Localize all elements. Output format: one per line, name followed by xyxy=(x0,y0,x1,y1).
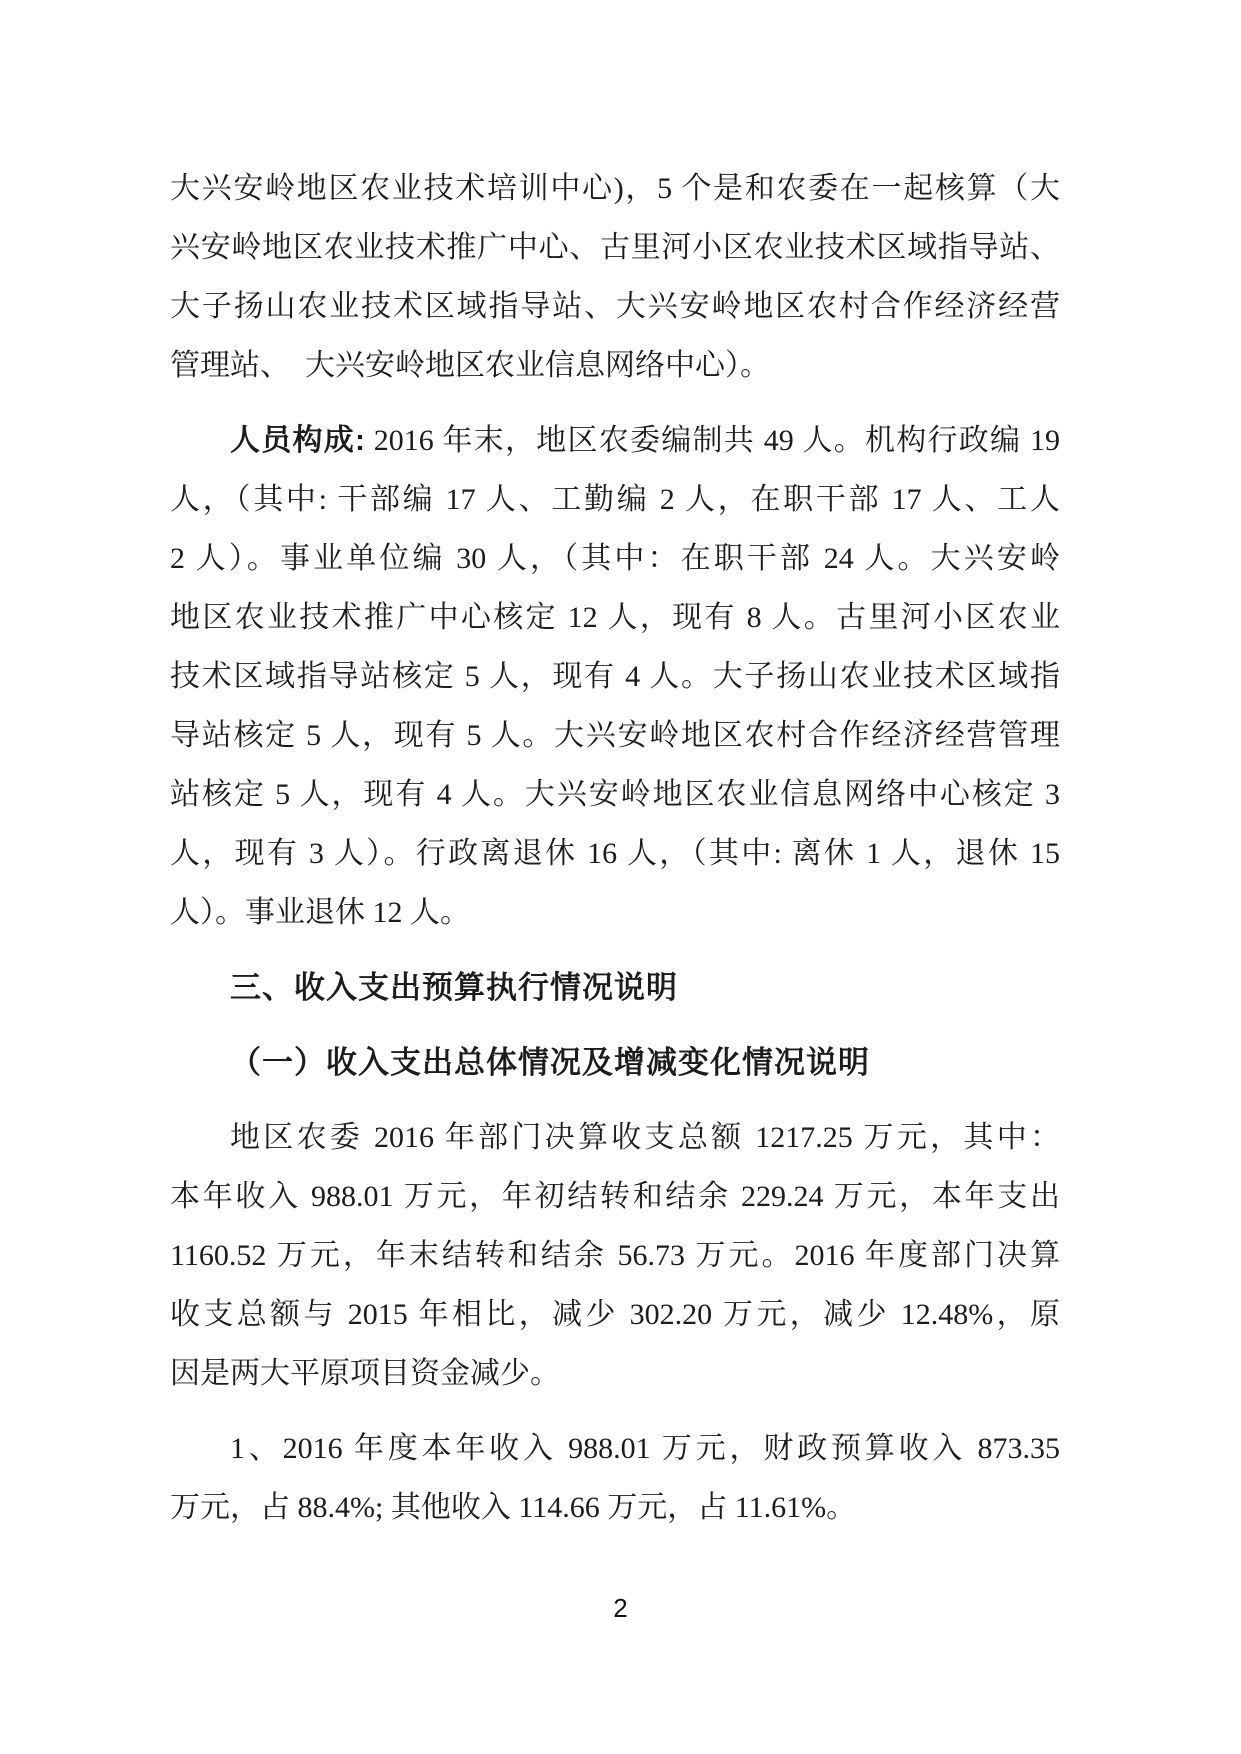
text-run: 1160.52 万元，年末结转和结余 56.73 万元。2016 年度部门决算 xyxy=(170,1239,1060,1272)
text-line xyxy=(170,1108,1060,1167)
text-run: 技术区域指导站核定 5 人，现有 4 人。大子扬山农业技术区域指 xyxy=(170,660,1060,693)
text-line xyxy=(170,1226,1060,1285)
text-run: 大子扬山农业技术区域指导站、大兴安岭地区农村合作经济经营 xyxy=(170,290,1060,323)
page-number: 2 xyxy=(613,1593,628,1623)
doc-body xyxy=(170,159,1060,1537)
text-run: 1、2016 年度本年收入 988.01 万元，财政预算收入 873.35 xyxy=(230,1432,1060,1465)
paragraph xyxy=(170,1033,1060,1092)
text-run: 兴安岭地区农业技术推广中心、古里河小区农业技术区域指导站、 xyxy=(170,231,1060,264)
text-line xyxy=(170,647,1060,706)
text-line xyxy=(170,1478,1060,1537)
paragraph xyxy=(170,1419,1060,1537)
text-run: 三、收入支出预算执行情况说明 xyxy=(230,970,678,1005)
text-run: 人）。事业退休 12 人。 xyxy=(170,896,470,929)
text-line xyxy=(170,1419,1060,1478)
text-line xyxy=(170,411,1060,470)
text-line xyxy=(170,1033,1060,1092)
text-run: 站核定 5 人，现有 4 人。大兴安岭地区农业信息网络中心核定 3 xyxy=(170,778,1060,811)
text-run: 收支总额与 2015 年相比，减少 302.20 万元，减少 12.48%，原 xyxy=(170,1298,1060,1331)
text-run: 本年收入 988.01 万元，年初结转和结余 229.24 万元，本年支出 xyxy=(170,1180,1060,1213)
text-run: 大兴安岭地区农业技术培训中心)，5 个是和农委在一起核算（大 xyxy=(170,172,1060,205)
text-run: 导站核定 5 人，现有 5 人。大兴安岭地区农村合作经济经营管理 xyxy=(170,719,1060,752)
text-run: 2 人）。事业单位编 30 人，（其中：在职干部 24 人。大兴安岭 xyxy=(170,542,1060,575)
text-run: 人，（其中: 干部编 17 人、工勤编 2 人，在职干部 17 人、工人 xyxy=(170,483,1060,516)
text-run: （一）收入支出总体情况及增减变化情况说明 xyxy=(230,1045,870,1080)
text-line xyxy=(170,159,1060,218)
text-run: 万元，占 88.4%; 其他收入 114.66 万元，占 11.61%。 xyxy=(170,1491,857,1524)
paragraph xyxy=(170,159,1060,395)
text-line xyxy=(170,218,1060,277)
text-line xyxy=(170,765,1060,824)
text-line xyxy=(170,277,1060,336)
text-run: 人，现有 3 人）。行政离退休 16 人，（其中: 离休 1 人，退休 15 xyxy=(170,837,1060,870)
text-run: 2016 年末，地区农委编制共 49 人。机构行政编 19 xyxy=(365,424,1060,457)
text-run: 管理站、 大兴安岭地区农业信息网络中心）。 xyxy=(170,349,770,382)
text-line xyxy=(170,588,1060,647)
text-line xyxy=(170,1285,1060,1344)
paragraph xyxy=(170,411,1060,942)
text-line xyxy=(170,470,1060,529)
page-footer xyxy=(0,1593,1241,1624)
text-run: 地区农业技术推广中心核定 12 人，现有 8 人。古里河小区农业 xyxy=(170,601,1060,634)
bold-text-run: 人员构成: xyxy=(230,424,365,457)
text-line xyxy=(170,883,1060,942)
text-line xyxy=(170,529,1060,588)
text-line xyxy=(170,336,1060,395)
paragraph xyxy=(170,958,1060,1017)
text-line xyxy=(170,1167,1060,1226)
text-run: 因是两大平原项目资金减少。 xyxy=(170,1357,560,1390)
paragraph xyxy=(170,1108,1060,1403)
text-line xyxy=(170,824,1060,883)
text-line xyxy=(170,1344,1060,1403)
text-line xyxy=(170,958,1060,1017)
text-run: 地区农委 2016 年部门决算收支总额 1217.25 万元，其中： xyxy=(230,1121,1060,1154)
text-line xyxy=(170,706,1060,765)
